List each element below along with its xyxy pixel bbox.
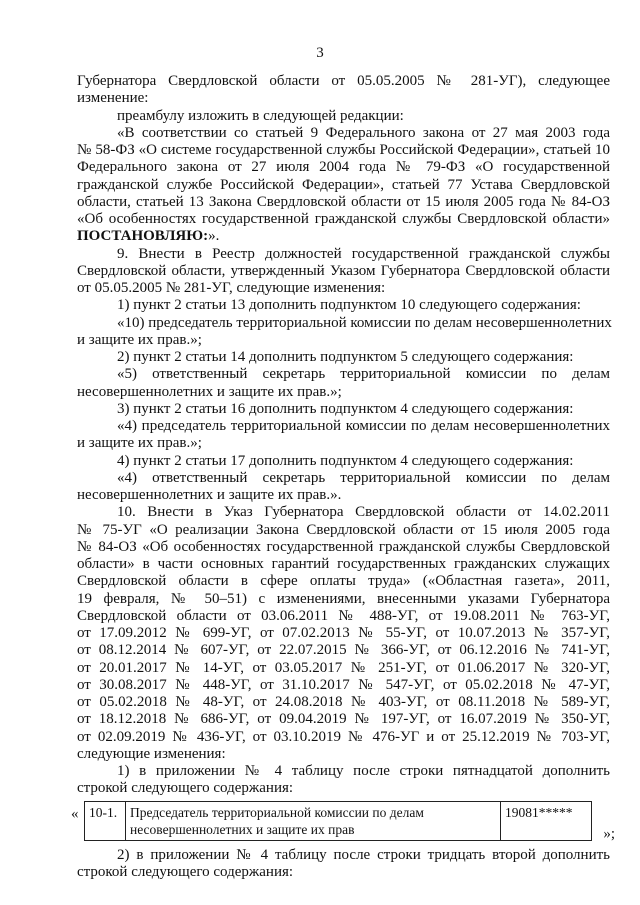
text-line: «5) ответственный секретарь территориальной комиссии по делам [117, 366, 610, 383]
text-line: изменение: [77, 90, 149, 107]
text-line: области, статьей 13 Закона Свердловской области от 15 июля 2005 года № 84-ОЗ [77, 193, 610, 210]
text-line: № 58-ФЗ «О системе государственной службы Российской Федерации», статьей 10 [77, 142, 610, 158]
text-line: строкой следующего содержания: [77, 780, 294, 797]
row-number-cell: 10-1. [85, 801, 126, 840]
table-row [85, 801, 592, 840]
text-line: от 08.12.2014 № 607-УГ, от 22.07.2015 № 366-УГ, от 06.12.2016 № 741-УГ, [77, 642, 610, 659]
text-line: и защите их прав.»; [77, 331, 202, 348]
text-line: от 18.12.2018 № 686-УГ, от 09.04.2019 № 197-УГ, от 16.07.2019 № 350-УГ, [77, 711, 610, 728]
text-line: от 05.05.2005 № 281-УГ, следующие изменения: [77, 280, 386, 296]
inserted-table-block [71, 801, 615, 843]
text-line: 19 февраля, № 50–51) с изменениями, внесенными указами Губернатора [77, 590, 610, 607]
text-line: гражданской службе Российской Федерации», статьей 77 Устава Свердловской [77, 176, 610, 193]
text-line: несовершеннолетних и защите их прав.». [77, 487, 342, 503]
text-line: 9. Внести в Реестр должностей государственной гражданской службы [117, 245, 610, 262]
closing-quote: ». [208, 228, 220, 245]
document-body [71, 73, 615, 881]
resolution-keyword: ПОСТАНОВЛЯЮ: [77, 228, 209, 245]
position-title-line: Председатель территориальной комиссии по делам [130, 804, 424, 820]
text-line: 10. Внести в Указ Губернатора Свердловской области от 14.02.2011 [117, 504, 610, 521]
page-number: 3 [316, 45, 324, 61]
text-line: «4) председатель территориальной комиссии по делам несовершеннолетних [117, 418, 610, 434]
text-line: Свердловской области от 03.06.2011 № 488-УГ, от 19.08.2011 № 763-УГ, [77, 607, 610, 624]
text-line: № 84-ОЗ «Об особенностях государственной гражданской службы Свердловской [77, 538, 610, 555]
text-line: от 05.02.2018 № 48-УГ, от 24.08.2018 № 403-УГ, от 08.11.2018 № 589-УГ, [77, 694, 610, 710]
text-line: следующие изменения: [77, 745, 226, 762]
position-title-line: несовершеннолетних и защите их прав [130, 821, 355, 837]
text-line: 4) пункт 2 статьи 17 дополнить подпунктом 4 следующего содержания: [117, 452, 574, 469]
text-line: Свердловской области в сфере оплаты труда» («Областная газета», 2011, [77, 573, 610, 590]
text-line: 1) в приложении № 4 таблицу после строки пятнадцатой дополнить [117, 763, 610, 779]
text-line: «Об особенностях государственной гражданской службы Свердловской области» [77, 211, 610, 227]
text-line: несовершеннолетних и защите их прав.»; [77, 383, 342, 400]
table-open-quote: « [71, 805, 79, 822]
text-line: Губернатора Свердловской области от 05.05.2005 № 281-УГ), следующее [77, 73, 610, 89]
text-line: области» в части основных гарантий государственных гражданских служащих [77, 556, 610, 572]
position-code-cell: 19081***** [501, 801, 592, 840]
text-line: строкой следующего содержания: [77, 863, 294, 880]
text-line: «10) председатель территориальной комиссии по делам несовершеннолетних [117, 314, 612, 331]
text-line: Свердловской области, утвержденный Указом Губернатора Свердловской области [77, 262, 610, 279]
text-line: от 02.09.2019 № 436-УГ, от 03.10.2019 № 476-УГ и от 25.12.2019 № 703-УГ, [77, 728, 610, 745]
text-line: 2) пункт 2 статьи 14 дополнить подпунктом 5 следующего содержания: [117, 349, 574, 365]
text-line: «В соответствии со статьей 9 Федерального закона от 27 мая 2003 года [117, 124, 610, 141]
inserted-table [84, 801, 592, 841]
text-line: от 30.08.2017 № 448-УГ, от 31.10.2017 № 547-УГ, от 05.02.2018 № 47-УГ, [77, 676, 610, 693]
text-line [77, 228, 610, 245]
text-line: и защите их прав.»; [77, 435, 202, 452]
text-line: преамбулу изложить в следующей редакции: [117, 107, 404, 124]
text-line: от 20.01.2017 № 14-УГ, от 03.05.2017 № 251-УГ, от 01.06.2017 № 320-УГ, [77, 659, 610, 676]
text-line: 2) в приложении № 4 таблицу после строки тридцать второй дополнить [117, 846, 610, 863]
text-line: 1) пункт 2 статьи 13 дополнить подпунктом 10 следующего содержания: [117, 297, 581, 314]
text-line: 3) пункт 2 статьи 16 дополнить подпунктом 4 следующего содержания: [117, 400, 574, 417]
text-line: «4) ответственный секретарь территориальной комиссии по делам [117, 469, 610, 486]
table-close-quote: »; [603, 825, 615, 842]
position-title-cell [126, 801, 501, 840]
text-line: от 17.09.2012 № 699-УГ, от 07.02.2013 № 55-УГ, от 10.07.2013 № 357-УГ, [77, 625, 610, 641]
text-line: Федерального закона от 27 июля 2004 года № 79-ФЗ «О государственной [77, 159, 610, 176]
text-line: № 75-УГ «О реализации Закона Свердловской области от 15 июля 2005 года [77, 521, 610, 538]
